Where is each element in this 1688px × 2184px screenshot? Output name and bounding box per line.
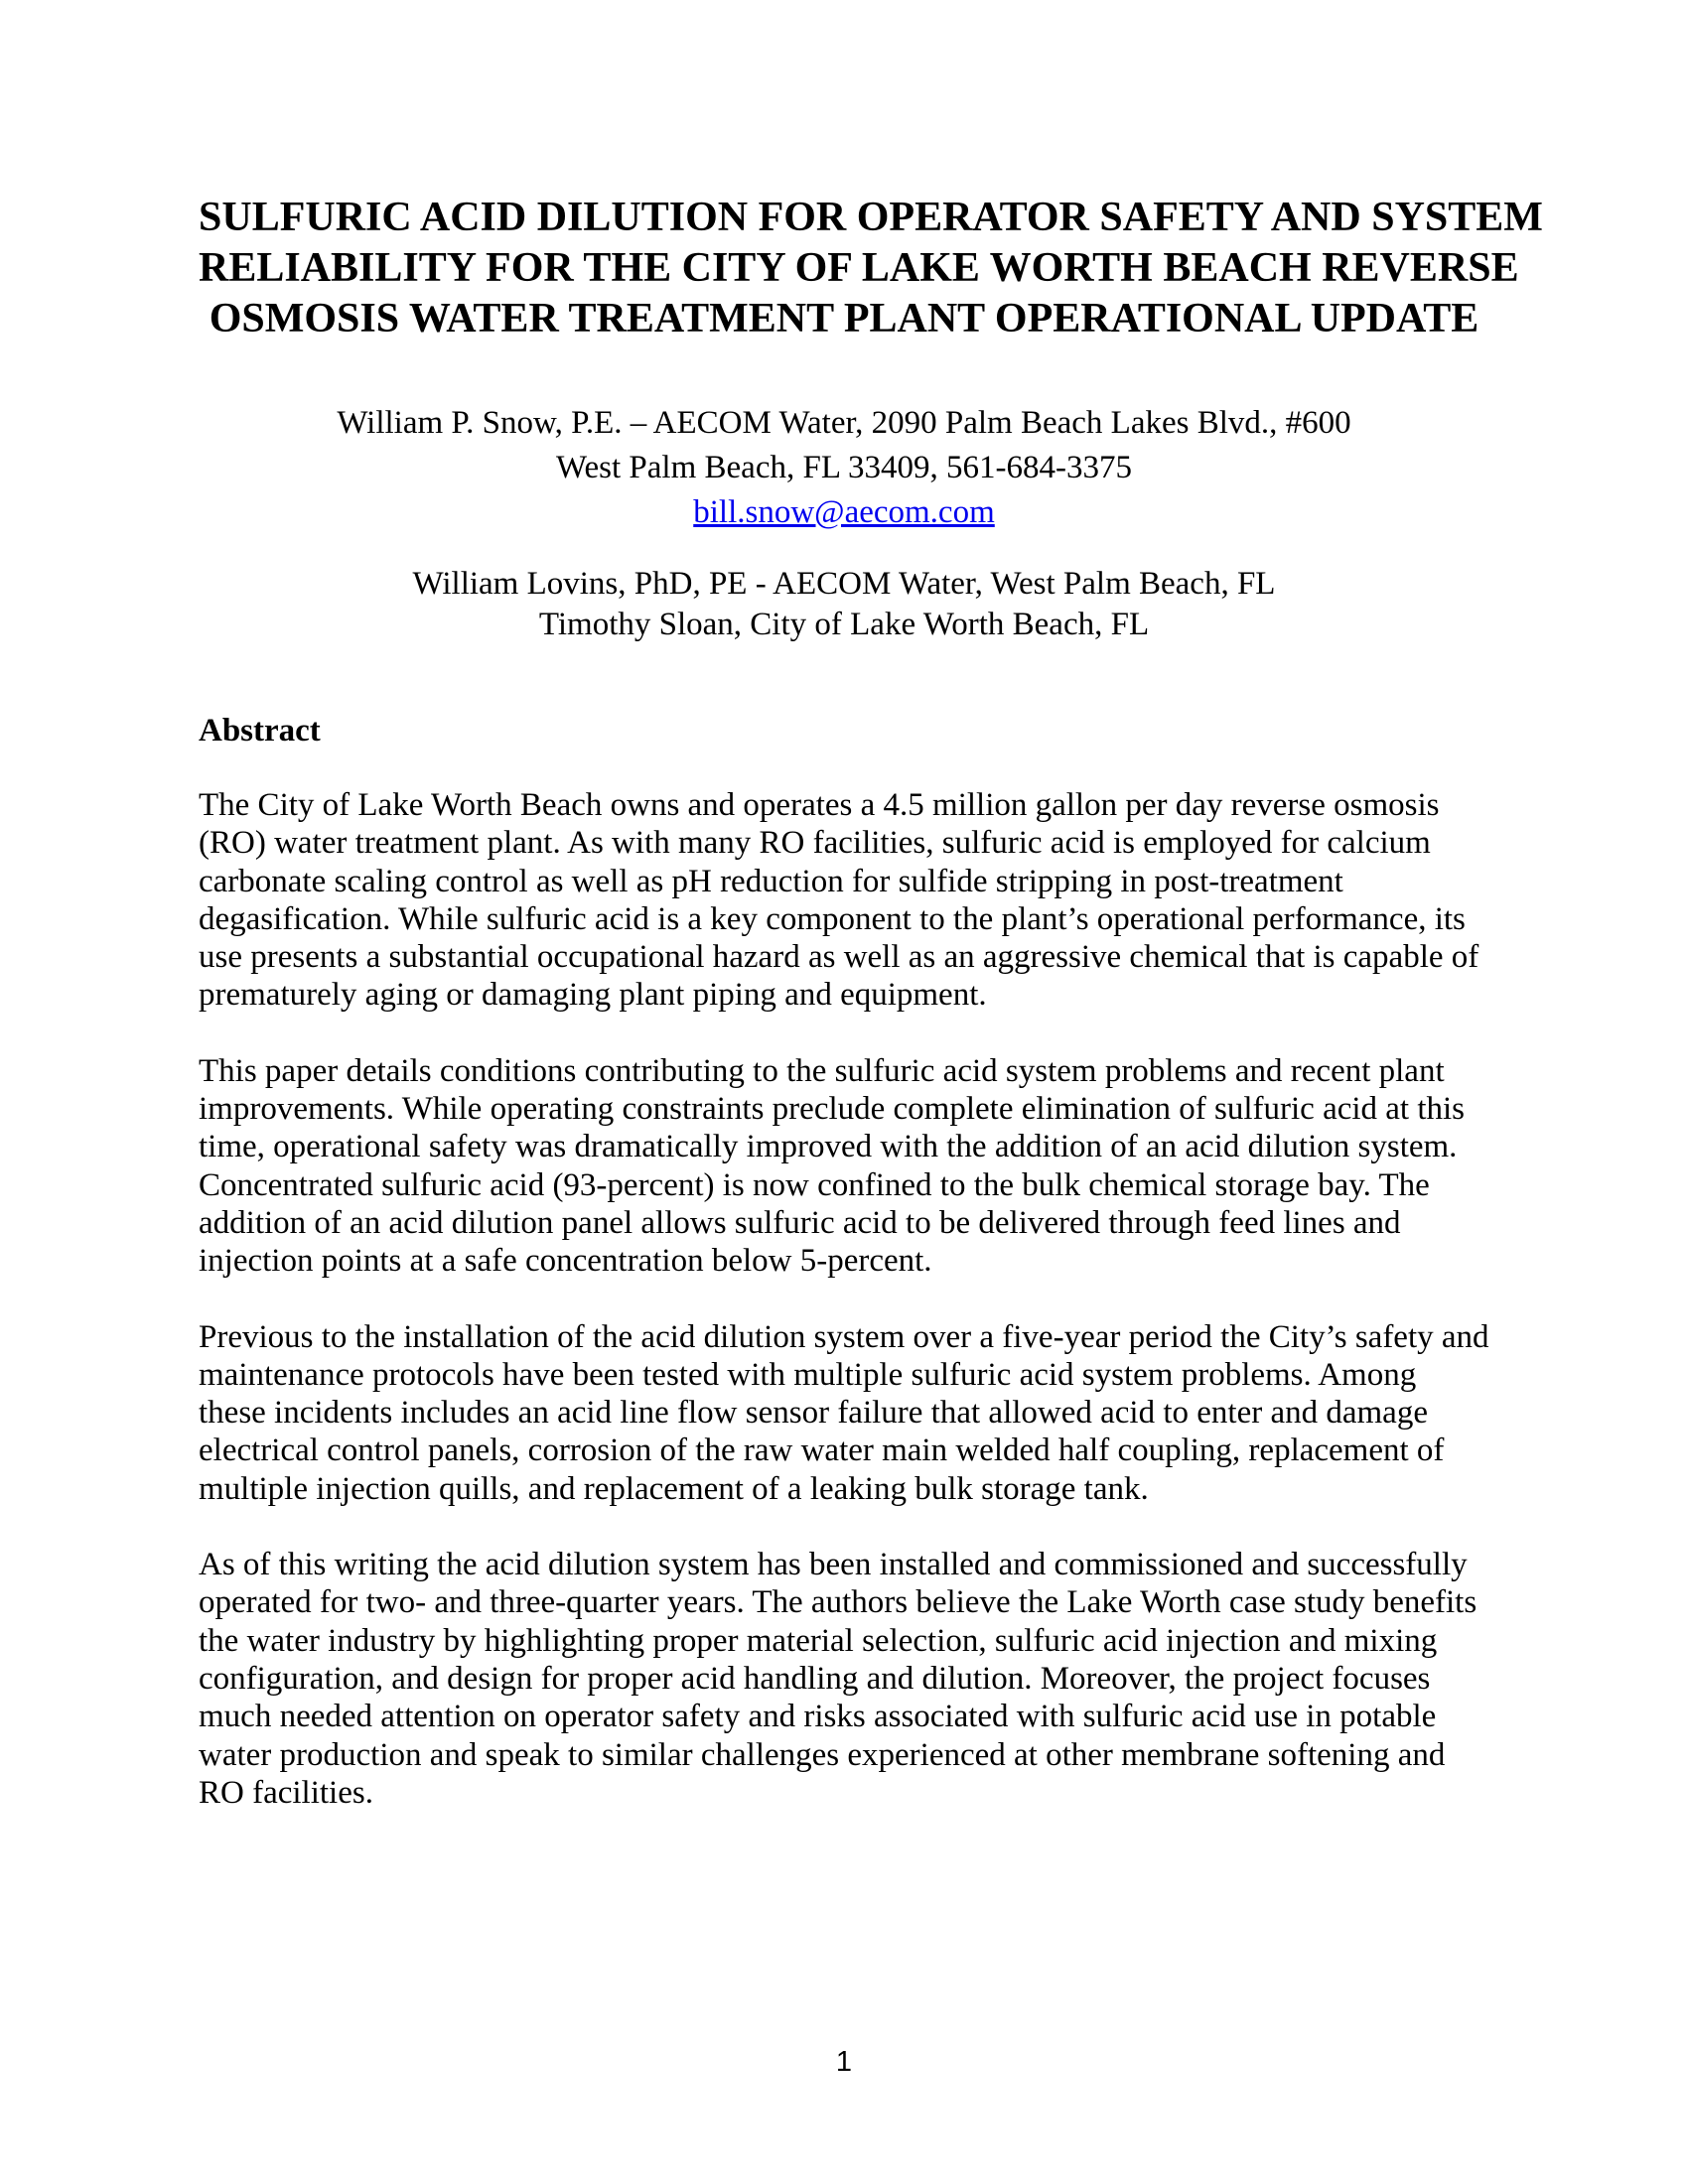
abstract-paragraph: As of this writing the acid dilution system has been installed and commissioned and successfully operated for two- and three-quarter years. The authors believe the Lake Worth case study benefits the water industry by highlighting proper material selection, sulfuric acid injection and mixing configuration, and design for proper acid handling and dilution. Moreover, the project focuses much needed attention on operator safety and risks associated with sulfuric acid use in potable water production and speak to similar challenges experienced at other membrane softening and RO facilities. xyxy=(199,1547,1477,1811)
primary-author-affiliation-line: William P. Snow, P.E. – AECOM Water, 2090 Palm Beach Lakes Blvd., #600 xyxy=(337,405,1351,441)
abstract-paragraph: The City of Lake Worth Beach owns and operates a 4.5 million gallon per day reverse osmosis (RO) water treatment plant. As with many RO facilities, sulfuric acid is employed for calcium carbonate scaling control as well as pH reduction for sulfide stripping in post-treatment degasification. While sulfuric acid is a key component to the plant’s operational performance, its use presents a substantial occupational hazard as well as an aggressive chemical that is capable of prematurely aging or damaging plant piping and equipment. xyxy=(199,787,1479,1014)
coauthor-line: Timothy Sloan, City of Lake Worth Beach, FL xyxy=(538,607,1150,642)
abstract-heading: Abstract xyxy=(199,713,321,749)
primary-author-block xyxy=(199,401,1489,535)
abstract-paragraph: Previous to the installation of the acid dilution system over a five-year period the City’s safety and maintenance protocols have been tested with multiple sulfuric acid system problems. Among these incidents includes an acid line flow sensor failure that allowed acid to enter and damage electrical control panels, corrosion of the raw water main welded half coupling, replacement of multiple injection quills, and replacement of a leaking bulk storage tank. xyxy=(199,1318,1489,1507)
abstract-paragraph: This paper details conditions contributing to the sulfuric acid system problems and recent plant improvements. While operating constraints preclude complete elimination of sulfuric acid at this time, operational safety was dramatically improved with the addition of an acid dilution system. Concentrated sulfuric acid (93-percent) is now confined to the bulk chemical storage bay. The addition of an acid dilution panel allows sulfuric acid to be delivered through feed lines and injection points at a safe concentration below 5-percent. xyxy=(199,1052,1466,1280)
paper-title-line: OSMOSIS WATER TREATMENT PLANT OPERATIONAL UPDATE xyxy=(209,296,1479,341)
primary-author-address-line: West Palm Beach, FL 33409, 561-684-3375 xyxy=(556,450,1132,485)
page-number: 1 xyxy=(835,2046,853,2078)
secondary-author-block xyxy=(199,564,1489,645)
primary-author-email-line xyxy=(199,490,1489,535)
paper-title xyxy=(199,193,1543,344)
paper-title-line: SULFURIC ACID DILUTION FOR OPERATOR SAFETY AND SYSTEM xyxy=(199,195,1543,240)
paper-title-line: RELIABILITY FOR THE CITY OF LAKE WORTH BEACH REVERSE xyxy=(199,245,1519,291)
author-email-link[interactable]: bill.snow@aecom.com xyxy=(693,494,995,530)
coauthor-line: William Lovins, PhD, PE - AECOM Water, West Palm Beach, FL xyxy=(412,566,1276,602)
